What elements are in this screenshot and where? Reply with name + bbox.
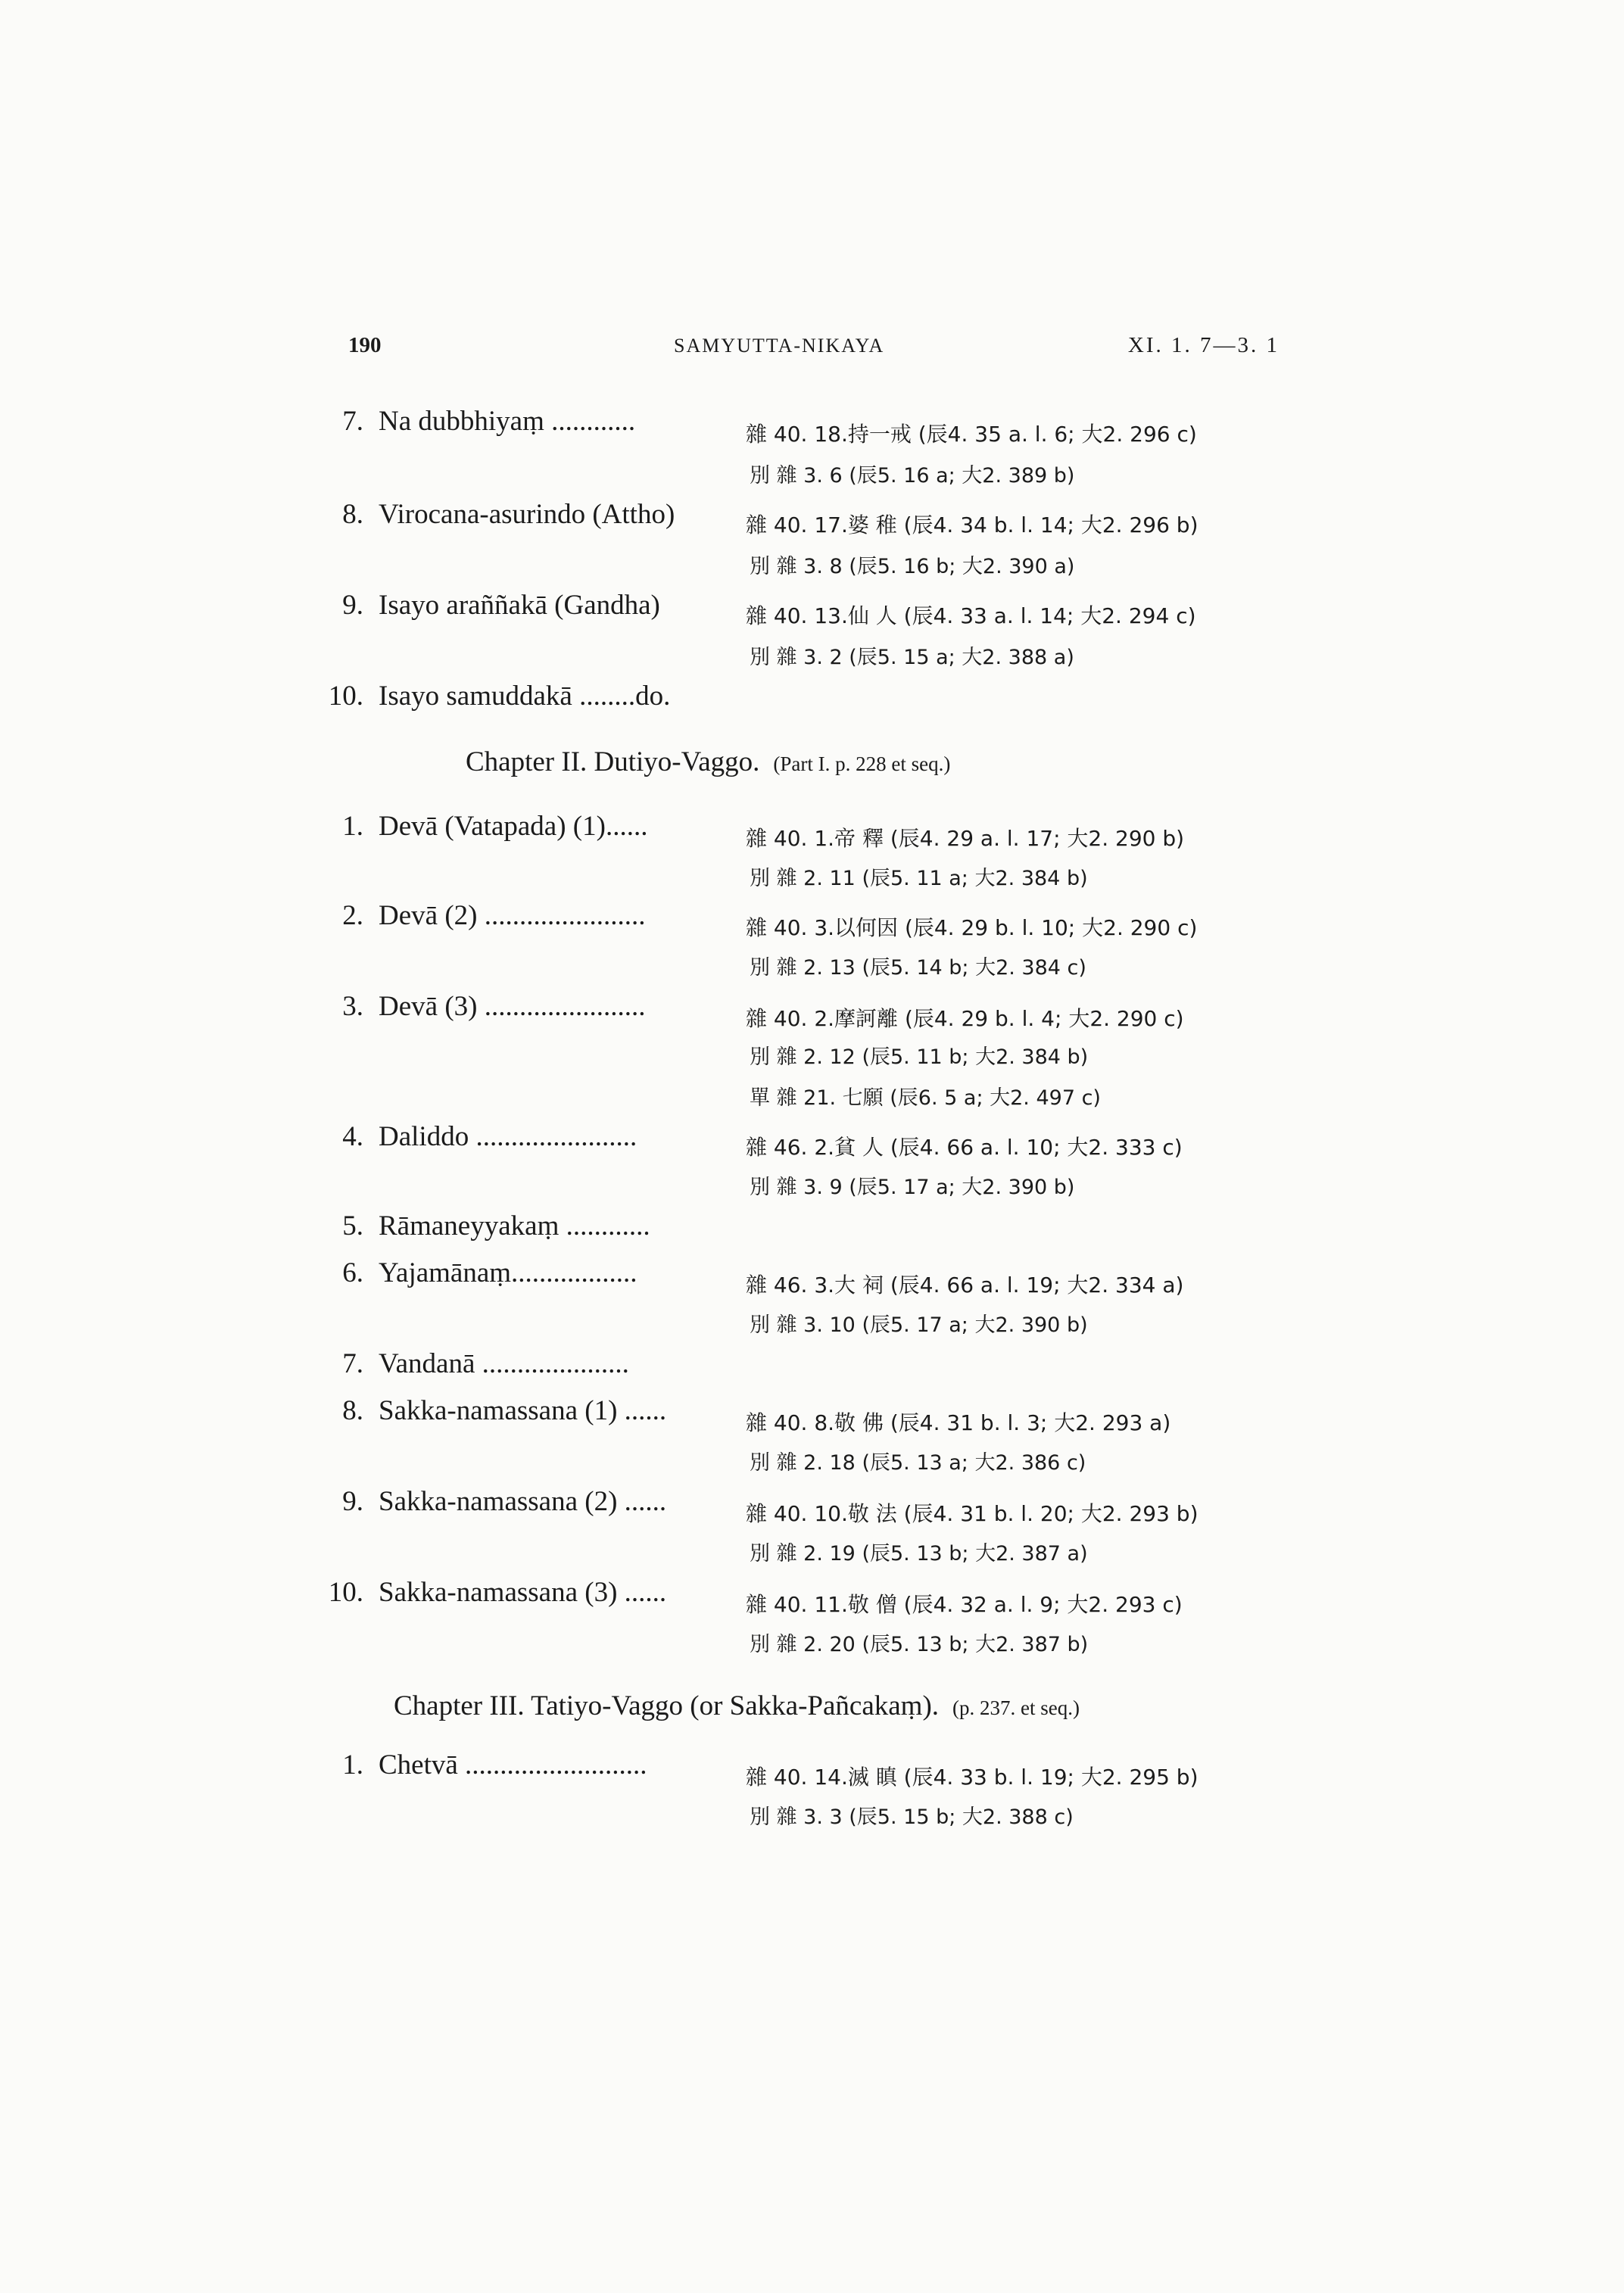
entry-reference: 雜 40. 11.敬 僧 (辰4. 32 a. l. 9; 大2. 293 c) xyxy=(746,1592,1183,1617)
section-reference: XI. 1. 7—3. 1 xyxy=(1127,333,1280,357)
entry-number: 3. xyxy=(342,991,363,1022)
running-title: SAMYUTTA-NIKAYA xyxy=(674,335,885,357)
entry-reference: 雜 46. 3.大 祠 (辰4. 66 a. l. 19; 大2. 334 a) xyxy=(746,1273,1184,1298)
entry-reference: 雜 46. 2.貧 人 (辰4. 66 a. l. 10; 大2. 333 c) xyxy=(746,1135,1183,1160)
entry-reference: 雜 40. 10.敬 法 (辰4. 31 b. l. 20; 大2. 293 b) xyxy=(746,1501,1199,1526)
entry-number: 5. xyxy=(342,1210,363,1242)
chapter-part-reference: (Part I. p. 228 et seq.) xyxy=(773,752,951,775)
chapter-heading xyxy=(394,1690,1080,1722)
entry-title: Virocana-asurindo (Attho) xyxy=(379,499,675,530)
entry-reference: 雜 40. 3.以何因 (辰4. 29 b. l. 10; 大2. 290 c) xyxy=(746,915,1198,940)
entry-reference: 雜 40. 1.帝 釋 (辰4. 29 a. l. 17; 大2. 290 b) xyxy=(746,826,1185,851)
entry-number: 4. xyxy=(342,1121,363,1152)
entry-number: 6. xyxy=(342,1257,363,1288)
entry-reference: 別 雜 3. 3 (辰5. 15 b; 大2. 388 c) xyxy=(750,1805,1074,1829)
entry-title: Daliddo ....................... xyxy=(379,1121,637,1152)
entry-number: 9. xyxy=(342,590,363,621)
entry-number: 7. xyxy=(342,406,363,437)
entry-number: 8. xyxy=(342,1395,363,1426)
entry-title: Yajamānaṃ.................. xyxy=(379,1257,637,1288)
chapter-heading xyxy=(466,746,950,778)
entry-reference: 別 雜 3. 10 (辰5. 17 a; 大2. 390 b) xyxy=(750,1313,1088,1337)
entry-reference: 單 雜 21. 七願 (辰6. 5 a; 大2. 497 c) xyxy=(750,1086,1101,1110)
chapter-title: Chapter III. Tatiyo-Vaggo (or Sakka-Pañcakaṃ). xyxy=(394,1690,940,1721)
entry-title: Sakka-namassana (3) ...... xyxy=(379,1577,667,1608)
page-number: 190 xyxy=(348,333,382,357)
entry-reference: 別 雜 3. 8 (辰5. 16 b; 大2. 390 a) xyxy=(750,555,1075,578)
entry-title: Devā (3) ....................... xyxy=(379,991,646,1022)
entry-reference: 雜 40. 2.摩訶離 (辰4. 29 b. l. 4; 大2. 290 c) xyxy=(746,1006,1184,1031)
entry-number: 10. xyxy=(328,1577,363,1608)
entry-number: 1. xyxy=(342,811,363,842)
entry-reference: 雜 40. 14.滅 瞋 (辰4. 33 b. l. 19; 大2. 295 b) xyxy=(746,1765,1199,1790)
entry-title: Isayo araññakā (Gandha) xyxy=(379,590,660,621)
entry-number: 8. xyxy=(342,499,363,530)
chapter-title: Chapter II. Dutiyo-Vaggo. xyxy=(466,746,760,777)
entry-reference: 雜 40. 17.婆 稚 (辰4. 34 b. l. 14; 大2. 296 b) xyxy=(746,512,1199,537)
entry-reference: 雜 40. 8.敬 佛 (辰4. 31 b. l. 3; 大2. 293 a) xyxy=(746,1410,1171,1435)
entry-reference: 別 雜 2. 13 (辰5. 14 b; 大2. 384 c) xyxy=(750,956,1086,980)
entry-title: Rāmaneyyakaṃ ............ xyxy=(379,1210,650,1242)
running-header xyxy=(348,333,1280,363)
entry-reference: 別 雜 2. 11 (辰5. 11 a; 大2. 384 b) xyxy=(750,867,1088,890)
entry-reference: 別 雜 3. 6 (辰5. 16 a; 大2. 389 b) xyxy=(750,464,1075,488)
entry-reference: 別 雜 2. 18 (辰5. 13 a; 大2. 386 c) xyxy=(750,1451,1086,1475)
entry-reference: 別 雜 2. 19 (辰5. 13 b; 大2. 387 a) xyxy=(750,1542,1088,1566)
entry-number: 7. xyxy=(342,1348,363,1379)
entry-number: 10. xyxy=(328,681,363,712)
entry-title: Sakka-namassana (1) ...... xyxy=(379,1395,667,1426)
entry-title: Chetvā .......................... xyxy=(379,1749,647,1781)
entry-number: 1. xyxy=(342,1749,363,1781)
entry-reference: 別 雜 2. 12 (辰5. 11 b; 大2. 384 b) xyxy=(750,1045,1089,1069)
entry-title: Vandanā ..................... xyxy=(379,1348,629,1379)
entry-reference: 雜 40. 18.持一戒 (辰4. 35 a. l. 6; 大2. 296 c) xyxy=(746,422,1197,447)
entry-title: Devā (Vatapada) (1)...... xyxy=(379,811,648,842)
entry-reference: 別 雜 3. 2 (辰5. 15 a; 大2. 388 a) xyxy=(750,646,1074,669)
entry-title: Na dubbhiyaṃ ............ xyxy=(379,406,636,437)
entry-title: Sakka-namassana (2) ...... xyxy=(379,1486,667,1517)
entry-reference: 雜 40. 13.仙 人 (辰4. 33 a. l. 14; 大2. 294 c) xyxy=(746,603,1196,628)
entry-reference: 別 雜 2. 20 (辰5. 13 b; 大2. 387 b) xyxy=(750,1633,1089,1656)
entry-title: Isayo samuddakā ........do. xyxy=(379,681,671,712)
entry-title: Devā (2) ....................... xyxy=(379,900,646,931)
entry-reference: 別 雜 3. 9 (辰5. 17 a; 大2. 390 b) xyxy=(750,1176,1075,1199)
entry-number: 9. xyxy=(342,1486,363,1517)
entry-number: 2. xyxy=(342,900,363,931)
chapter-part-reference: (p. 237. et seq.) xyxy=(952,1696,1080,1719)
